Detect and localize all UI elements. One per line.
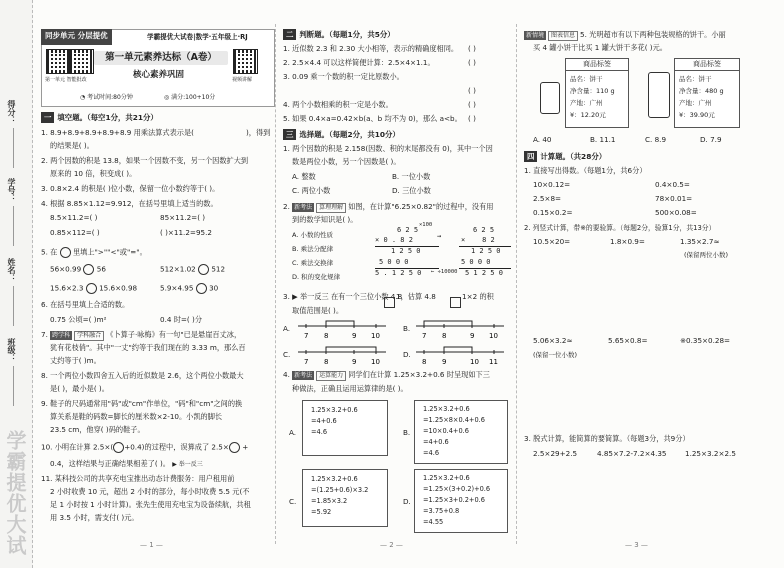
solution-box-a[interactable]: 1.25×3.2+0.6 =4+0.6 =4.6 — [302, 400, 388, 456]
qr-code-icon[interactable] — [69, 49, 94, 74]
tick-label: 8 — [324, 358, 329, 366]
option[interactable]: D. 积的变化规律 — [292, 273, 341, 281]
option[interactable]: B. 一位小数 — [392, 172, 431, 181]
tick-label: 10 — [489, 332, 498, 340]
vertical-calc: 5.65×0.8= — [608, 336, 648, 345]
question-text: ( )×11.2=95.2 — [160, 228, 212, 237]
oral-calc: 500×0.08= — [655, 208, 697, 217]
number-line-c — [296, 344, 388, 366]
option-letter[interactable]: C. — [289, 497, 297, 506]
calc-row: 5 . 1 2 5 0 — [375, 269, 422, 277]
name-label: 姓名： — [7, 258, 16, 282]
question-text: 3. 0.09 乘一个数的积一定比原数小。 — [283, 72, 404, 81]
option[interactable]: D. — [403, 350, 411, 359]
number-line-a — [296, 318, 388, 340]
option-letter[interactable]: D. — [403, 497, 411, 506]
vertical-calc: 1.35×2.7≈ — [680, 237, 720, 246]
calc-row: × 8 2 — [461, 236, 495, 244]
section-header: 四 计算题。（共28分） — [524, 151, 606, 162]
calc-row: 6 2 5 — [397, 226, 419, 234]
clock-icon: ◔ — [80, 94, 88, 101]
solution-box-c[interactable]: 1.25×3.2+0.6 =(1.25+0.6)×3.2 =1.85×3.2 =5.92 — [302, 469, 388, 527]
oral-calc: 0.4×0.5= — [655, 180, 690, 189]
label-line: 净含量：480 g — [679, 87, 724, 95]
question-text: 种做法，正确且运用运算律的是( )。 — [292, 384, 408, 393]
qr-code-icon[interactable] — [233, 49, 258, 74]
answer-circle[interactable] — [198, 264, 209, 275]
product-label-large — [674, 58, 740, 128]
question-text: 用 3.5 小时，需支付( )元。 — [50, 513, 139, 522]
section-header: 一 填空题。（每空1分，共21分） — [41, 112, 158, 123]
question-text: 2. 列竖式计算，带※的要验算。（每题2分，验算1分，共13分） — [524, 224, 716, 232]
question-text: 0.85×112=( ) — [50, 228, 100, 237]
compare-item: 512×1.02 512 — [160, 264, 226, 274]
tick-label: 8 — [324, 332, 329, 340]
tick-label: 10 — [371, 358, 380, 366]
question-text: 5. 如果 0.4×a=0.42×b(a、b 均不为 0)，那么 a<b。 — [283, 114, 462, 123]
question-text: 取值范围是( )。 — [292, 306, 344, 315]
question-text: 2 小时收费 10 元，超出 2 小时的部分，每小时收费 5.5 元(不 — [50, 487, 250, 496]
question-text: 10. 小明在计算 2.5×( +0.4)的过程中，误算成了 2.5× + — [41, 442, 249, 452]
vertical-calc: 10.5×20= — [533, 237, 571, 246]
tick-label: 10 — [371, 332, 380, 340]
qr-caption: 第一单元 智能批改 — [45, 77, 87, 83]
option-letter[interactable]: A. — [289, 428, 297, 437]
binding-gutter — [0, 0, 33, 568]
compare-item: 15.6×2.3 15.6×0.98 — [50, 283, 138, 293]
product-label-small — [565, 58, 629, 128]
tick-label: 8 — [422, 358, 427, 366]
compare-item: 5.9×4.95 30 — [160, 283, 219, 293]
tick-label: 7 — [422, 332, 427, 340]
vertical-calc: 1.8×0.9= — [610, 237, 645, 246]
page-title: 第一单元素养达标（A卷） — [94, 51, 228, 65]
label-line: ¥：39.90元 — [679, 111, 715, 119]
label-line: 品名：饼干 — [679, 75, 712, 83]
question-text: 到的数学知识是( )。 — [292, 215, 358, 224]
expression: 1.25×3.2×2.5 — [685, 449, 736, 458]
question-text: 4. 新考法 运算能力 同学们在计算 1.25×3.2+0.6 时呈现如下三 — [283, 370, 490, 379]
question-text: 数是两位小数，另一个因数是( )。 — [292, 157, 401, 166]
question-text: 1. 近似数 2.3 和 2.30 大小相等，表示的精确度相同。 — [283, 44, 459, 53]
question-text: 买 4 罐小饼干比买 1 罐大饼干多花( )元。 — [533, 43, 667, 52]
question-text: 8. 一个两位小数四舍五入后的近似数是 2.6，这个两位小数最大 — [41, 371, 244, 380]
oral-calc: 0.15×0.2= — [533, 208, 573, 217]
question-text: 犹有花枝俏"。其中"一丈"约等于我们现在的 3.33 m，那么百 — [50, 343, 246, 352]
question-text: 3. 脱式计算，能简算的要简算。（每题3分，共9分） — [524, 434, 690, 443]
calc-note: (保留两位小数) — [684, 251, 729, 259]
question-text: 5. 在 里填上">""<"或"="。 — [41, 247, 147, 257]
question-text: 1，估算 4.8 — [396, 292, 436, 301]
question-text: 8.5×11.2=( ) — [50, 213, 98, 222]
vertical-calc: ※0.35×0.28= — [680, 336, 731, 345]
solution-box-d[interactable]: 1.25×3.2+0.6 =1.25×(3+0.2)+0.6 =1.25×3+0.2+0.6 =3.75+0.8 =4.55 — [414, 469, 508, 533]
answer-circle[interactable] — [196, 283, 207, 294]
question-text: 1. 两个因数的积是 2.158(因数、积的末尾都没有 0)，其中一个因 — [283, 144, 493, 153]
question-text: 11. 某科技公司的共享充电宝推出动态计费服务：用户租用前 — [41, 474, 235, 483]
question-text: 丈约等于( )m。 — [50, 356, 101, 365]
question-text: 1. 8.9+8.9+8.9+8.9+8.9 用乘法算式表示是( )，得到 — [41, 128, 271, 137]
exam-time: ◔ 考试时间:80分钟 — [80, 94, 133, 101]
option[interactable]: C. 8.9 — [645, 135, 667, 144]
option[interactable]: C. 乘法交换律 — [292, 259, 334, 267]
vertical-calculation — [375, 222, 515, 284]
question-text: 0.4 时=( )分 — [160, 315, 203, 324]
answer-blank[interactable]: ( ) — [468, 114, 476, 123]
question-text: 4. 两个小数相乘的积一定是小数。 — [283, 100, 393, 109]
label-head: 商品标签 — [566, 59, 628, 71]
answer-blank[interactable]: ( ) — [468, 86, 476, 95]
option[interactable]: D. 7.9 — [700, 135, 722, 144]
option[interactable]: A. 小数的性质 — [292, 231, 333, 239]
tick-label: 9 — [442, 358, 447, 366]
calc-row: 6 2 5 — [473, 226, 495, 234]
calc-note: (保留一位小数) — [533, 351, 578, 359]
tick-label: 9 — [352, 358, 357, 366]
tick-label: 10 — [470, 358, 479, 366]
label-head: 商品标签 — [675, 59, 739, 71]
page-number: — 3 — — [625, 541, 648, 549]
score-label: 得分： — [7, 100, 16, 124]
question-text: 4. 根据 8.85×1.12=9.912，在括号里填上适当的数。 — [41, 199, 218, 208]
page-number: — 2 — — [380, 541, 403, 549]
tick-label: 7 — [304, 332, 309, 340]
answer-circle[interactable] — [83, 264, 94, 275]
question-text: 3. ▶ 举一反三 在有一个三位小数 4.8 — [283, 292, 403, 301]
calc-row: 5 1 2 5 0 — [465, 269, 503, 277]
qr-code-icon[interactable] — [46, 49, 71, 74]
option[interactable]: C. — [283, 350, 291, 359]
calc-row: 5 0 0 0 — [379, 258, 409, 266]
oral-calc: 10×0.12= — [533, 180, 571, 189]
label-line: 产地：广州 — [679, 99, 712, 107]
arrow-icon: → — [437, 232, 442, 240]
question-text: 2. 新考法 算理理解 如图，在计算"6.25×0.82"的过程中，没有用 — [283, 202, 494, 211]
question-text: 的结果是( )。 — [50, 141, 94, 150]
option[interactable]: B. 11.1 — [590, 135, 616, 144]
question-text: 23.5 cm，他穿( )码的鞋子。 — [50, 425, 145, 434]
option[interactable]: C. 两位小数 — [292, 186, 331, 195]
expression: 4.85×7.2-7.2×4.35 — [597, 449, 667, 458]
option[interactable]: A. — [283, 324, 291, 333]
label-line: 产地：广州 — [570, 99, 603, 107]
answer-blank[interactable]: ( ) — [468, 44, 476, 53]
expression: 2.5×29+2.5 — [533, 449, 578, 458]
calc-row: 1 2 5 0 — [471, 247, 501, 255]
calc-note: ← ÷10000 — [431, 269, 458, 275]
section-header: 三 选择题。（每题2分，共10分） — [283, 129, 400, 140]
option[interactable]: B. — [403, 324, 411, 333]
option[interactable]: A. 整数 — [292, 172, 316, 181]
class-line — [13, 366, 14, 406]
question-text: 是( )，最小是( )。 — [50, 384, 109, 393]
label-line: 品名：饼干 — [570, 75, 603, 83]
calc-row: 5 0 0 0 — [461, 258, 491, 266]
option[interactable]: A. 40 — [533, 135, 552, 144]
qr-caption: 视频讲解 — [232, 77, 253, 83]
question-text: 1. 直接写出得数。（每题1分，共6分） — [524, 166, 647, 175]
oral-calc: 2.5×8= — [533, 194, 562, 203]
brand-watermark: 学霸提优大试 — [3, 430, 27, 556]
question-text: 2. 2.5×4.4 可以这样简便计算：2.5×4×1.1。 — [283, 58, 435, 67]
calc-note: ×100 — [419, 222, 433, 228]
compare-item: 56×0.99 56 — [50, 264, 106, 274]
blank-square[interactable] — [450, 292, 461, 311]
label-line: ¥：12.20元 — [570, 111, 606, 119]
cookie-can-small-icon — [540, 82, 560, 114]
question-text: 9. 鞋子的尺码通常用"码"或"cm"作单位，"码"和"cm"之间的换 — [41, 399, 243, 408]
question-text: 足 1 小时按 1 小时计算)。张先生使用充电宝为设备续航，共租 — [50, 500, 251, 509]
question-text: 算关系是鞋的码数=脚长的厘米数×2-10。小凯的脚长 — [50, 412, 223, 421]
vertical-calc: 5.06×3.2≈ — [533, 336, 573, 345]
answer-circle[interactable] — [86, 283, 97, 294]
page-number: — 1 — — [140, 541, 163, 549]
calc-row: × 0 . 8 2 — [375, 236, 413, 244]
id-label: 学号： — [7, 178, 16, 202]
tagline: 同步单元 分层提优 — [41, 29, 112, 45]
id-line — [13, 206, 14, 246]
answer-blank[interactable]: ( ) — [468, 58, 476, 67]
class-label: 班级： — [7, 338, 16, 362]
tick-label: 11 — [489, 358, 498, 366]
calc-row: 1 2 5 0 — [391, 247, 421, 255]
question-text: 3. 0.8×2.4 的积是( )位小数，保留一位小数约等于( )。 — [41, 184, 220, 193]
number-line-b — [414, 318, 506, 340]
question-text: 1×2 的积 — [462, 292, 494, 301]
option[interactable]: B. 乘法分配律 — [292, 245, 334, 253]
option[interactable]: D. 三位小数 — [392, 186, 431, 195]
section-header: 二 判断题。（每题1分，共5分） — [283, 29, 395, 40]
score-line — [13, 128, 14, 168]
medal-icon: ◎ — [164, 94, 172, 101]
oral-calc: 78×0.01= — [655, 194, 693, 203]
question-text: 6. 在括号里填上合适的数。 — [41, 300, 130, 309]
number-line-d — [414, 344, 506, 366]
tick-label: 7 — [304, 358, 309, 366]
answer-blank[interactable]: ( ) — [468, 100, 476, 109]
tick-label: 8 — [442, 332, 447, 340]
page-subtitle: 核心素养巩固 — [133, 70, 185, 80]
question-text: 0.4，这样结果与正确结果相差了( )。 ▶ 举一反三 — [50, 459, 203, 468]
solution-box-b[interactable]: 1.25×3.2+0.6 =1.25×8×0.4+0.6 =10×0.4+0.6 =4+0.6 =4.6 — [414, 400, 508, 464]
name-line — [13, 286, 14, 326]
question-text: 新情境 图表信息 5. 光明超市有以下两种包装规格的饼干。小丽 — [526, 30, 726, 39]
label-line: 净含量：110 g — [570, 87, 615, 95]
cookie-can-large-icon — [648, 72, 670, 118]
blank-square[interactable] — [384, 292, 395, 311]
tick-label: 9 — [470, 332, 475, 340]
question-text: 7. 跨学科 学科融合 《卜算子·咏梅》有一句"已是悬崖百丈冰， — [41, 330, 242, 339]
full-score: ◎ 满分:100+10分 — [164, 94, 216, 101]
question-text: 0.75 公顷=( )m² — [50, 315, 107, 324]
question-text: 85×11.2=( ) — [160, 213, 206, 222]
question-text: 原来的 10 倍，积变成( )。 — [50, 169, 137, 178]
column-divider — [516, 24, 517, 544]
option-letter[interactable]: B. — [403, 428, 411, 437]
column-divider — [275, 24, 276, 544]
tick-label: 9 — [352, 332, 357, 340]
series-title: 学霸提优大试卷|数学·五年级上·RJ — [147, 33, 248, 41]
question-text: 2. 两个因数的积是 13.8，如果一个因数不变，另一个因数扩大到 — [41, 156, 249, 165]
